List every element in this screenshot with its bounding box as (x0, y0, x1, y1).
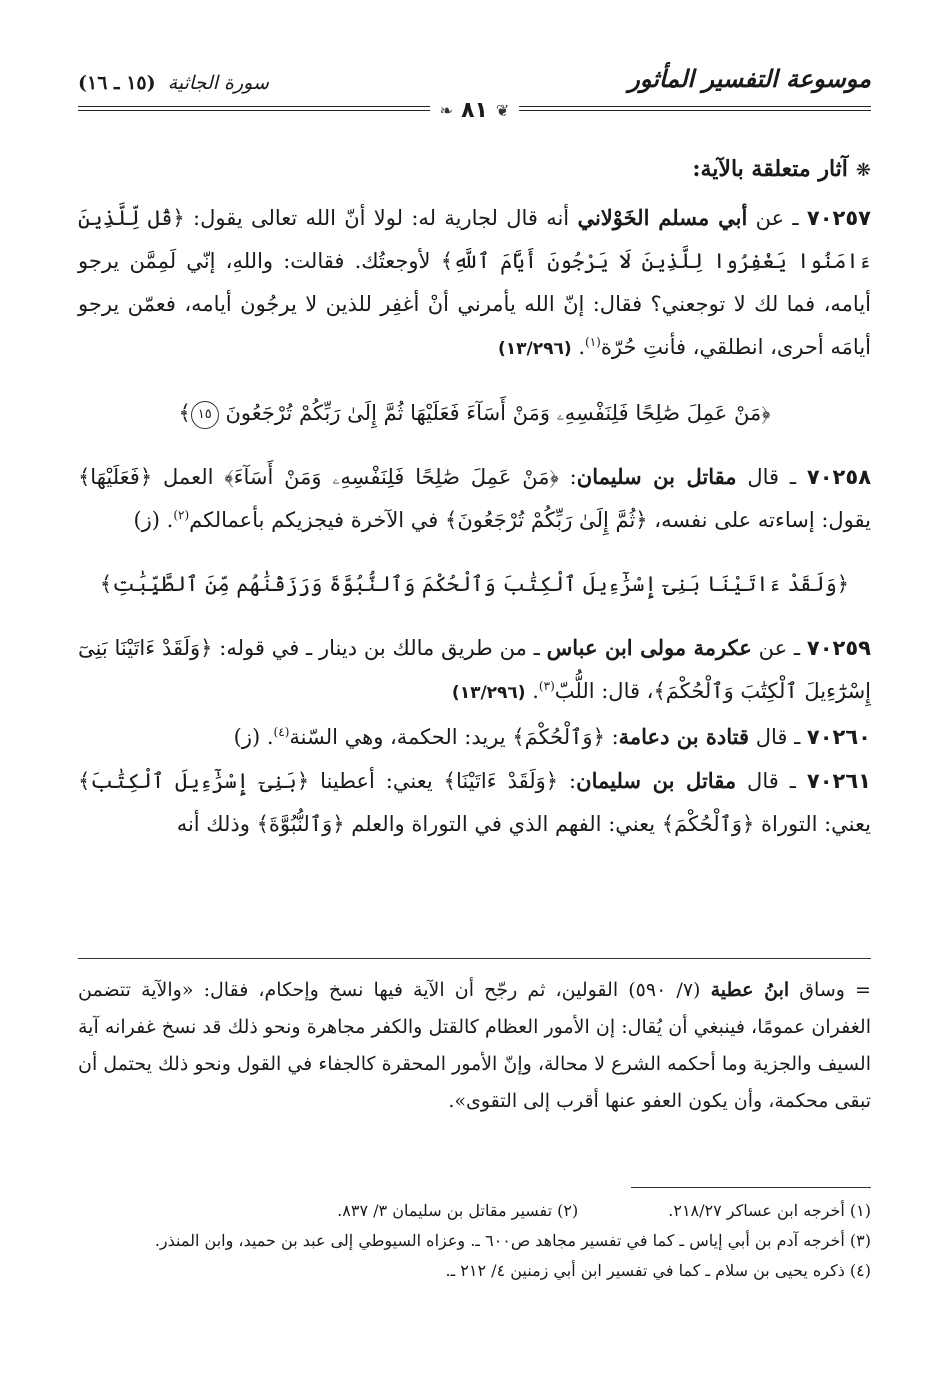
entry-text: . (571, 335, 586, 359)
surah-name: سورة الجاثية (167, 72, 269, 94)
surah-title (78, 72, 269, 94)
entry-text: العمل (152, 465, 225, 489)
entry-text: يعني: أعطينا (309, 769, 444, 793)
footnote-divider (631, 1187, 871, 1188)
entry-text: لأوجعتُك. فقالت: واللهِ، إنّي لَمِمَّن يرجو أيامه، فما لك لا توجعني؟ فقال: إنّ الله يأمرني أنْ أغفِر للذين لا يرجُون أيامه، فعمّن يرجو أيامَه أحرى، انطلقي، فأنتِ حُرّة (78, 249, 871, 359)
footnote-4: (٤) ذكره يحيى بن سلام ـ كما في تفسير ابن أبي زمنين ٤/ ٢١٢ ـ. (445, 1261, 871, 1280)
quran-quote: ﴿وَٱلْحُكْمَ﴾ (661, 812, 755, 836)
continuation-mark: = (855, 979, 871, 1001)
entry-text: يقول: إساءته على نفسه، (647, 508, 871, 532)
quran-quote: ﴿مَنْ عَمِلَ صَٰلِحًا فَلِنَفْسِهِۦ وَمَنْ أَسَآءَ﴾ (224, 465, 559, 489)
quran-quote: ﴿وَٱلْحُكْمَ﴾ (512, 725, 605, 749)
narrator-name: مقاتل بن سليمان (576, 464, 737, 489)
footnote-row (78, 1196, 871, 1226)
entry-number: ٧٠٢٥٧ (806, 206, 871, 230)
entry-text: ـ قال (736, 769, 807, 793)
entry-text: يعني: الفهم الذي في التوراة والعلم (344, 812, 662, 836)
entry-number: ٧٠٢٥٨ (806, 465, 872, 489)
entry-text: . (525, 679, 539, 703)
footnote-2: (٢) تفسير مقاتل بن سليمان ٣/ ٨٣٧. (337, 1201, 579, 1220)
ornament-left-icon: ❧ (439, 101, 454, 120)
footnote-ref[interactable]: (٢) (173, 508, 190, 522)
entry-text: في الآخرة فيجزيكم بأعمالكم (189, 508, 446, 532)
scholar-name: ابنُ عطية (710, 979, 790, 1001)
volume-page-ref: (١٣/٢٩٦) (498, 339, 572, 359)
entry-70261 (78, 759, 871, 846)
entry-text: يريد: الحكمة، وهي السّنة (289, 725, 513, 749)
quran-quote: ﴿وَٱلنُّبُوَّةَ﴾ (256, 812, 345, 836)
entry-text: : (558, 465, 577, 489)
entry-text: أنه قال لجارية له: لولا أنّ الله تعالى يقول: (184, 206, 578, 230)
star-ornament-icon: ❋ (855, 160, 871, 181)
entry-70259 (78, 626, 871, 715)
narrator-name: عكرمة مولى ابن عباس (546, 635, 752, 660)
ayah-text: ﴿مَنْ عَمِلَ صَٰلِحًا فَلِنَفْسِهِۦ وَمَنْ أَسَآءَ فَعَلَيْهَا ثُمَّ إِلَىٰ رَبِّكُمْ تُرْجَعُونَ (225, 401, 771, 425)
main-text (78, 148, 871, 846)
entry-text: ـ قال (736, 465, 807, 489)
entry-text: ـ عن (747, 206, 807, 230)
entry-text: . (ز) (133, 508, 174, 532)
entry-70257 (78, 196, 871, 371)
entry-text: وذلك أنه (176, 812, 257, 836)
quran-quote: ﴿ثُمَّ إِلَىٰ رَبِّكُمْ تُرْجَعُونَ﴾ (445, 508, 648, 532)
ornament-right-icon: ❦ (495, 101, 510, 120)
entry-text: ، قال: اللُّبّ (554, 679, 654, 703)
entry-text: : (604, 725, 619, 749)
footnote-ref[interactable]: (٣) (538, 679, 555, 693)
entry-text: يعني: التوراة (754, 812, 871, 836)
ayah-16 (78, 564, 871, 604)
ayat-range: (١٥ ـ ١٦) (78, 72, 156, 94)
entry-number: ٧٠٢٦١ (806, 769, 871, 793)
footnote-1: (١) أخرجه ابن عساكر ٢١٨/٢٧. (668, 1201, 871, 1220)
entry-text: : (558, 769, 577, 793)
commentary-continuation (78, 962, 871, 1120)
entry-number: ٧٠٢٦٠ (806, 725, 871, 749)
page-number-box (430, 98, 520, 123)
section-heading-text: آثار متعلقة بالآية: (692, 156, 848, 182)
entry-70260 (78, 715, 871, 759)
quran-quote: ﴿بَنِىٓ إِسْرَٰٓءِيلَ ٱلْكِتَٰبَ﴾ (78, 769, 310, 793)
narrator-name: أبي مسلم الخَوْلاني (577, 205, 748, 230)
volume-page-ref: (١٣/٢٩٦) (451, 683, 526, 703)
footnotes (78, 1196, 871, 1286)
footnote-ref[interactable]: (٤) (273, 725, 290, 739)
ayah-close-bracket: ﴾ (178, 401, 191, 425)
page-header (78, 58, 871, 128)
quran-quote: ﴿وَلَقَدْ ءَاتَيْنَا بَنِىٓ إِسْرَٰٓءِيلَ ٱلْكِتَٰبَ وَٱلْحُكْمَ﴾ (78, 636, 871, 703)
entry-text: ـ عن (751, 636, 807, 660)
footnote-3: (٣) أخرجه آدم بن أبي إياس ـ كما في تفسير مجاهد ص٦٠٠ ـ. وعزاه السيوطي إلى عبد بن حميد، وابن المنذر. (154, 1231, 871, 1250)
ayah-number-medallion: ١٥ (191, 401, 219, 429)
footnote-ref[interactable]: (١) (585, 335, 601, 349)
quran-quote: ﴿قُل لِّلَّذِينَ ءَامَنُوا يَغْفِرُوا لِلَّذِينَ لَا يَرْجُونَ أَيَّامَ ٱللَّهِ﴾ (78, 206, 871, 273)
ayah-15 (78, 393, 871, 433)
entry-text: . (ز) (233, 725, 274, 749)
section-heading (78, 148, 871, 192)
entry-number: ٧٠٢٥٩ (806, 636, 871, 660)
page-number: ٨١ (461, 98, 488, 123)
narrator-name: مقاتل بن سليمان (576, 768, 737, 793)
header-rule (78, 98, 871, 128)
commentary-text: (٧/ ٥٩٠) القولين، ثم رجّح أن الآية فيها نسخ وإحكام، فقال: «والآية تتضمن الغفران عمومًا، فينبغي أن يُقال: إن الأمور العظام كالقتل والكفر مجاهرة ونحو ذلك قد نسخ غفرانه آية السيف والجزية وما أحكمه الشرع لا محالة، وإنّ الأمور المحقرة كالجفاء في القول ونحو ذلك يحتمل أن تبقى محكمة، وأن يكون العفو عنها أقرب إلى التقوى». (78, 979, 871, 1112)
entry-text: ـ من طريق مالك بن دينار ـ في قوله: (212, 636, 547, 660)
book-title: موسوعة التفسير المأثور (628, 64, 871, 93)
entry-text: ـ قال (749, 725, 807, 749)
commentary-divider (78, 958, 871, 959)
entry-70258 (78, 455, 871, 542)
narrator-name: قتادة بن دعامة (618, 724, 750, 749)
quran-quote: ﴿وَلَقَدْ ءَاتَيْنَا﴾ (443, 769, 559, 793)
ayah-text: ﴿وَلَقَدْ ءَاتَيْنَا بَنِىٓ إِسْرَٰٓءِيلَ ٱلْكِتَٰبَ وَٱلْحُكْمَ وَٱلنُّبُوَّةَ وَرَزَقْنَٰهُم مِّنَ ٱلطَّيِّبَٰتِ﴾ (99, 572, 850, 596)
commentary-text: وساق (789, 979, 856, 1001)
quran-quote: ﴿فَعَلَيْهَا﴾ (78, 465, 153, 489)
